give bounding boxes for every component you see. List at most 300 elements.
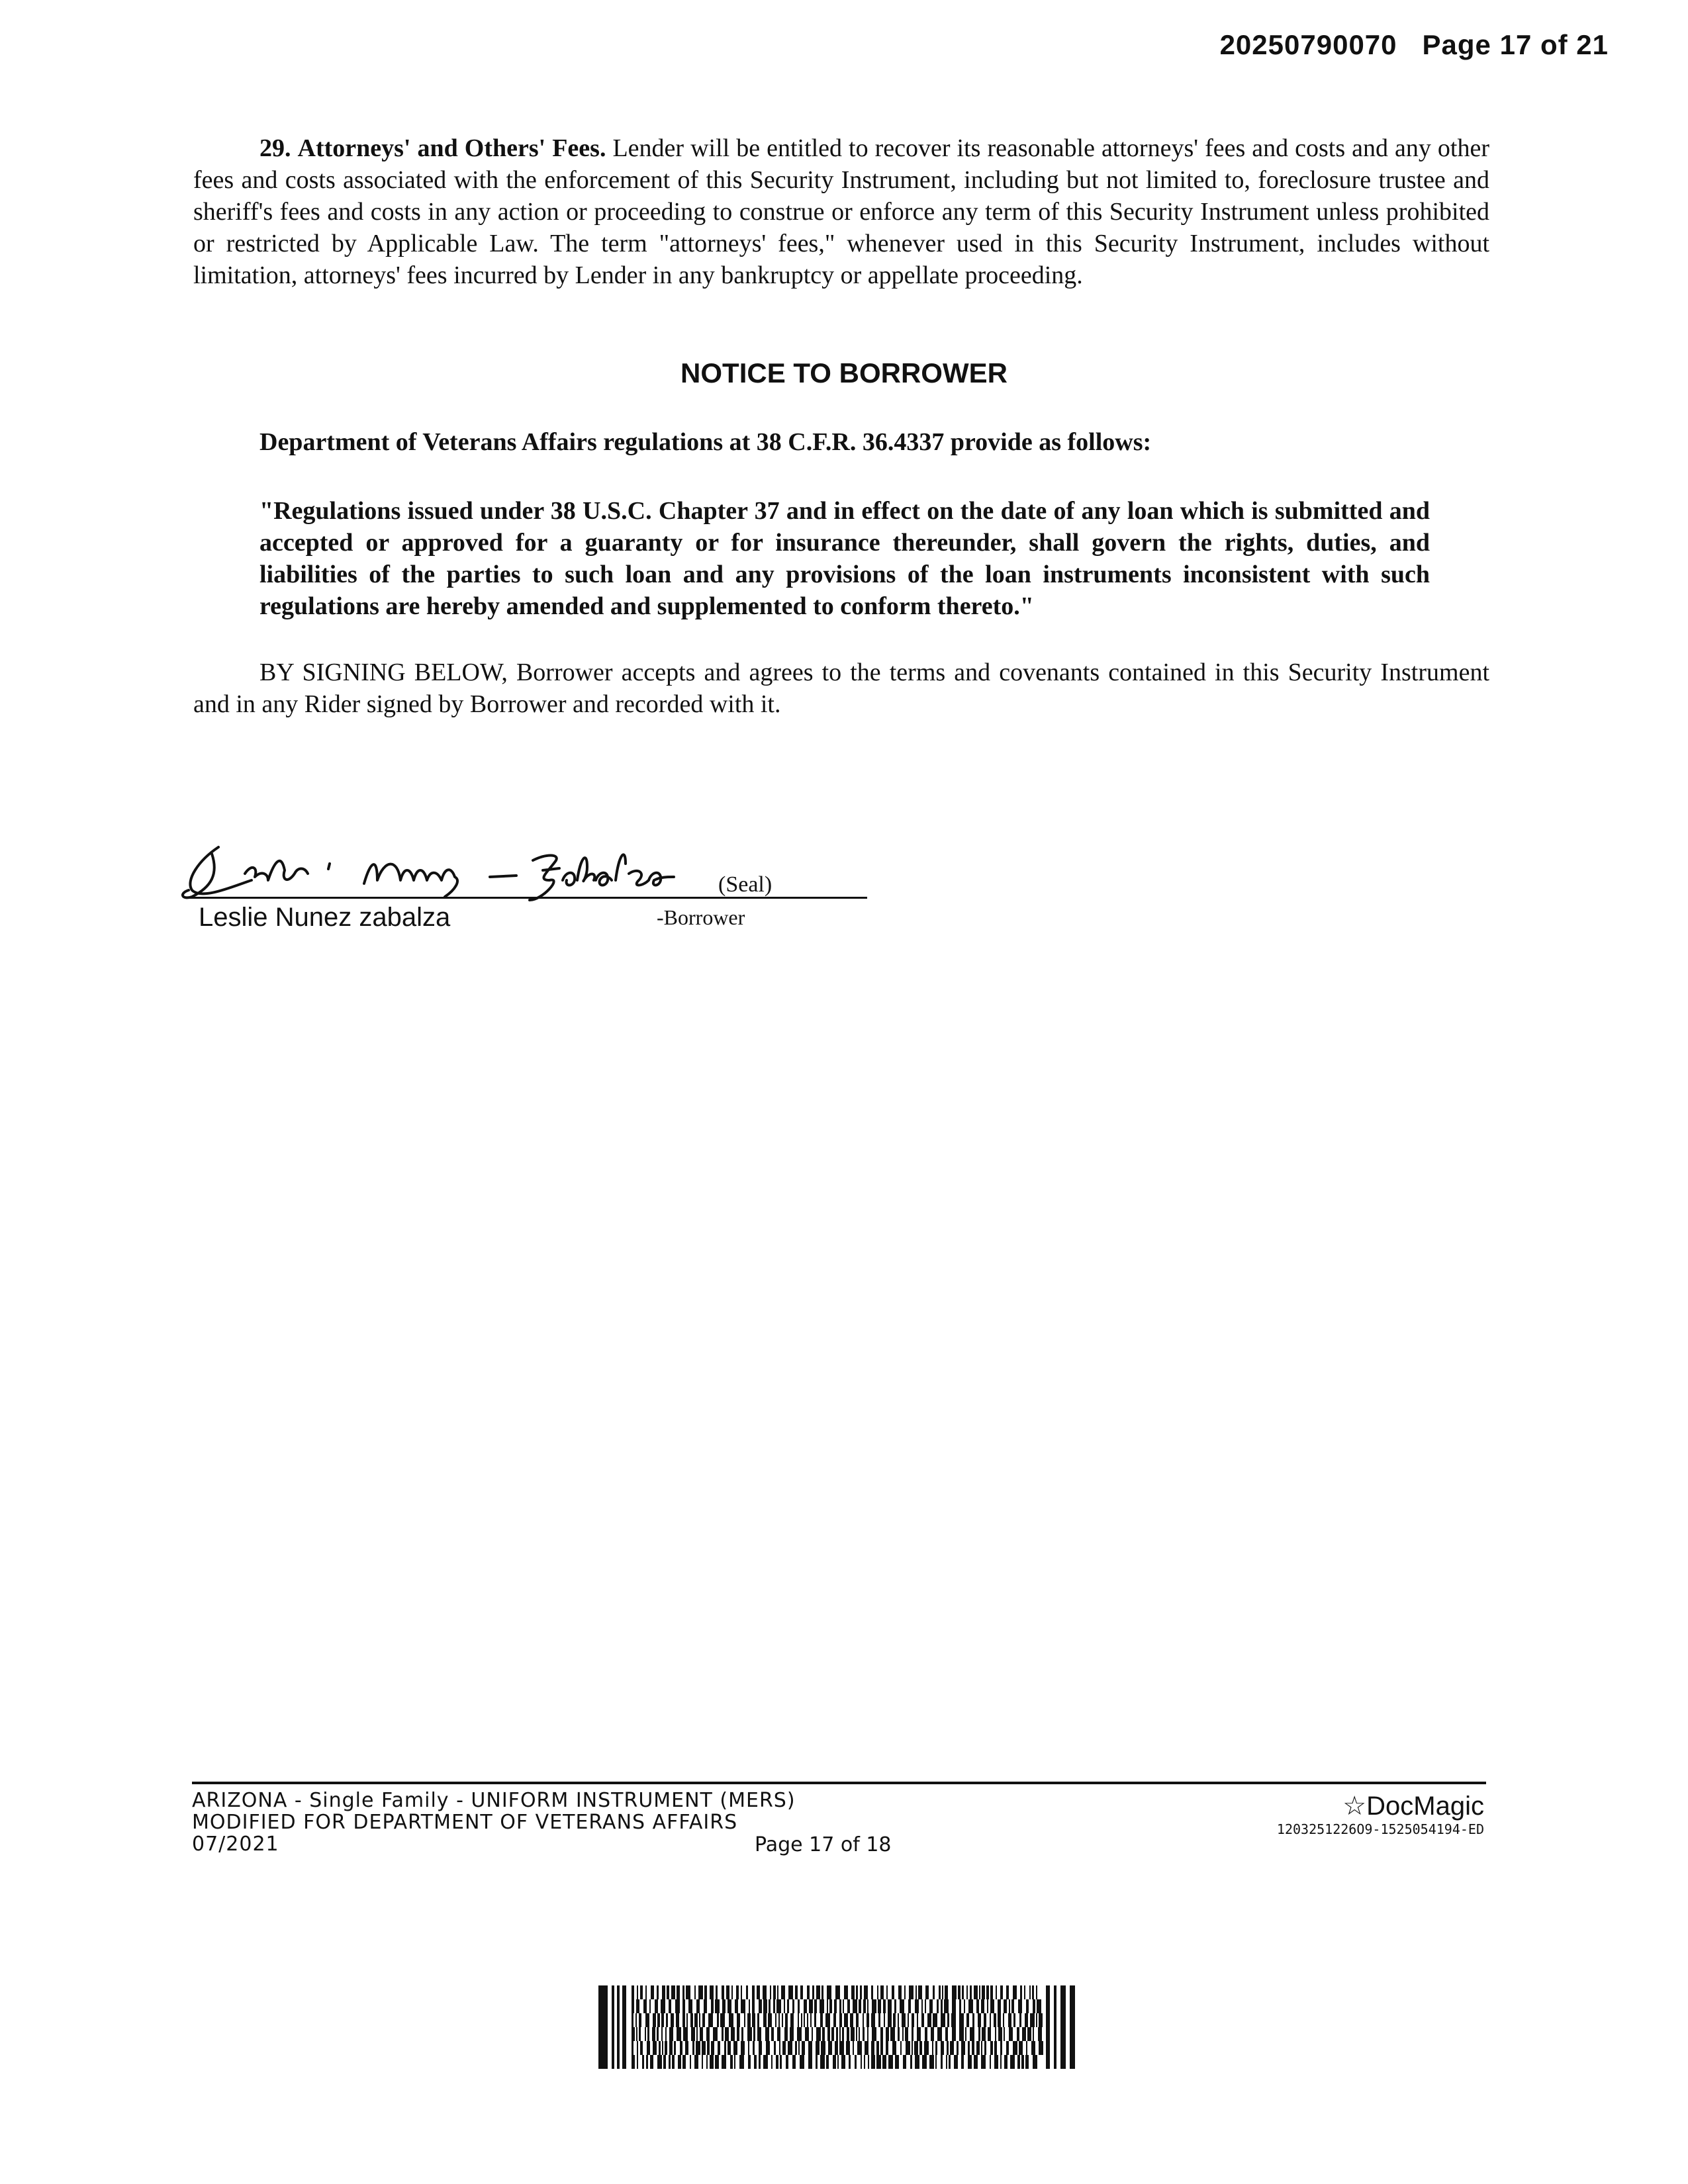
barcode-bar [798,1999,800,2013]
barcode-bar [937,2027,942,2041]
barcode-bar [1026,1999,1029,2013]
barcode-bar [784,1999,785,2013]
barcode-bar [905,2027,908,2041]
barcode-bar [878,1999,881,2013]
barcode-bar [846,2041,850,2055]
barcode-bar [1009,2027,1013,2041]
barcode-bar [886,1985,888,1999]
borrower-role-label: -Borrower [657,905,745,929]
barcode-bar [672,2055,675,2069]
barcode-bar [647,2041,650,2055]
barcode-bar [678,2055,681,2069]
barcode-bar [807,1985,810,1999]
barcode-bar [733,2041,737,2055]
barcode-bar [741,1999,745,2013]
barcode-bar [882,2055,886,2069]
barcode-bar [995,2027,996,2041]
barcode-bar [941,1999,943,2013]
barcode-bar [914,2041,918,2055]
barcode-bar [645,2013,649,2027]
footer-form-modifier: MODIFIED FOR DEPARTMENT OF VETERANS AFFAIRS [192,1811,738,1834]
barcode-bar [685,2041,688,2055]
barcode-bar [798,2013,799,2027]
barcode-bar [792,2055,796,2069]
barcode-bar [724,2041,726,2055]
barcode-bar [1003,2013,1004,2027]
barcode-bar [843,1999,844,2013]
barcode-bar [952,1985,957,1999]
barcode-bar [987,1999,988,2013]
barcode-bar [1004,1999,1007,2013]
barcode-bar [617,1985,620,2069]
barcode-bar [652,2027,655,2041]
barcode-bar [990,2041,993,2055]
barcode-bar [892,1985,894,1999]
barcode-bar [951,2013,956,2027]
barcode-bar [688,1999,692,2013]
barcode-bar [1006,1985,1009,1999]
barcode-bar [827,1985,831,1999]
section-heading: Attorneys' and Others' Fees. [297,134,606,162]
section-text: Lender will be entitled to recover its reasonable attorneys' fees and costs and any other fees and costs associated with the enforcement of this Security Instrument, including but not limited to, foreclosure trustee and sheriff's fees and costs in any action or proceeding to construe or enforce any term of this Security Instrument unless prohibited or restricted by Applicable Law. The term "attorneys' fees," whenever used in this Security Instrument, includes without limitation, attorneys' fees incurred by Lender in any bankruptcy or appellate proceeding. [193,134,1490,289]
barcode-bar [935,2041,937,2055]
barcode-bar [661,2013,664,2027]
barcode-bar [637,2055,638,2069]
barcode-bar [1037,1999,1041,2013]
barcode-bar [735,1999,738,2013]
barcode-bar [917,2013,918,2027]
barcode-bar [872,2027,876,2041]
barcode-bar [802,2041,805,2055]
barcode-bar [737,2027,739,2041]
barcode-bar [902,2027,904,2041]
barcode-bar [639,2027,641,2041]
barcode-bar [1004,2027,1005,2041]
barcode-bar [859,2027,860,2041]
barcode-bar [636,2027,637,2041]
barcode-bar [976,2041,980,2055]
barcode-bar [941,2041,944,2055]
barcode-bar [727,1999,731,2013]
barcode-bar [906,2041,910,2055]
barcode-bar [837,2055,839,2069]
barcode-bar [700,2027,703,2041]
barcode-bar [821,2041,825,2055]
barcode-bar [990,2013,991,2027]
barcode-bar [792,1999,794,2013]
barcode-bar [986,1985,989,1999]
barcode-bar [776,2055,778,2069]
barcode-bar [962,1985,964,1999]
barcode-bar [771,2027,774,2041]
barcode-bar [965,2027,966,2041]
docmagic-brand: ☆DocMagic [1342,1792,1484,1821]
barcode-bar [910,2055,912,2069]
document-code: 1203251226O9-1525054194-ED [1276,1821,1484,1837]
footer-divider [192,1782,1486,1784]
barcode-bar [653,2013,656,2027]
barcode-bar [998,2013,1001,2027]
barcode-bar [867,2013,869,2027]
barcode-bar [864,1985,868,1999]
barcode-bar [990,2055,991,2069]
barcode-bar [816,2041,820,2055]
barcode-bar [1039,2041,1043,2055]
barcode-bar [894,1999,896,2013]
barcode-bar [694,2055,698,2069]
barcode-bar [722,1999,726,2013]
barcode-bar [833,2055,836,2069]
barcode-bar [917,2027,921,2041]
barcode-bar [666,2013,668,2027]
barcode-bar [1000,2055,1002,2069]
barcode-bar [727,2041,731,2055]
barcode-bar [752,1999,755,2013]
barcode-bar [746,1985,748,1999]
barcode-bar [805,2027,809,2041]
barcode-bar [665,2041,667,2055]
barcode-bar [1027,2027,1031,2041]
barcode-bar [829,1999,832,2013]
barcode-bar [649,1999,651,2013]
barcode-bar [748,2055,751,2069]
barcode-bar [696,2041,700,2055]
barcode-bar [661,2027,663,2041]
barcode-bar [663,2055,666,2069]
barcode-bar [990,1999,994,2013]
barcode-bar [749,1999,750,2013]
barcode-bar [622,1985,626,2069]
barcode-bar [921,2013,924,2027]
barcode-bar [696,2027,698,2041]
barcode-bar [781,1985,785,1999]
barcode-bar [1039,2013,1043,2027]
barcode-bar [676,2013,679,2027]
barcode-bar [777,1985,778,1999]
barcode-bar [650,2055,653,2069]
barcode-bar [773,1985,776,1999]
barcode-bar [710,2055,714,2069]
barcode-bar [839,2013,842,2027]
barcode-bar [933,2013,937,2027]
barcode-bar [785,2013,788,2027]
barcode-bar [996,1985,997,1999]
barcode-bar [871,2013,875,2027]
barcode-bar [747,2027,752,2041]
barcode-bar [690,2055,691,2069]
barcode-bar [744,2013,745,2027]
barcode-bar [674,2041,676,2055]
barcode-bar [653,2041,657,2055]
barcode-bar [915,1999,919,2013]
barcode-bar [979,1985,980,1999]
barcode-bar [704,1999,707,2013]
barcode-bar [737,2013,740,2027]
barcode-bar [814,2013,816,2027]
barcode-bar [998,2027,1002,2041]
barcode-bar [863,1999,866,2013]
barcode-bar [677,1985,680,1999]
barcode-bar [759,1999,762,2013]
barcode-bar [1000,2041,1002,2055]
barcode-bar [922,2055,927,2069]
barcode-bar [800,1985,803,1999]
barcode-bar [702,2055,703,2069]
barcode-bar [835,1985,840,1999]
barcode-bar [925,1999,926,2013]
barcode-bar [632,2013,633,2027]
barcode-bar [883,1999,886,2013]
barcode-bar [686,1985,690,1999]
section-29-paragraph [193,132,1489,291]
barcode-bar [704,1985,707,1999]
barcode-bar [831,2027,834,2041]
barcode-bar [903,2055,906,2069]
barcode-bar [1030,2013,1035,2027]
barcode-bar [645,1985,647,1999]
barcode-bar [871,1985,873,1999]
barcode-bar [741,2041,745,2055]
barcode-bar [1020,1985,1022,1999]
barcode-bar [851,2027,855,2041]
barcode-bar [795,1985,798,1999]
barcode-bar [1000,1985,1003,1999]
barcode-bar [774,2041,776,2055]
barcode-bar [929,2055,934,2069]
barcode-bar [931,2027,934,2041]
barcode-bar [877,1985,878,1999]
barcode-bar [994,2041,997,2055]
barcode-bar [856,2027,857,2041]
barcode-bar [736,1985,739,1999]
barcode-bar [798,2041,800,2055]
barcode-bar [816,2055,818,2069]
barcode-bar [739,2055,744,2069]
barcode-bar [966,1985,968,1999]
barcode-bar [968,2055,972,2069]
barcode-bar [978,2027,980,2041]
barcode-bar [844,2013,848,2027]
barcode-bar [722,2055,726,2069]
barcode-bar [937,1999,939,2013]
barcode-bar [731,2027,735,2041]
barcode-bar [827,2027,830,2041]
barcode-bar [657,2013,660,2027]
barcode-bar [850,2013,853,2027]
barcode-bar [741,1985,742,1999]
barcode-bar [939,1985,941,1999]
barcode-bar [711,1999,714,2013]
document-barcode [598,1985,1075,2069]
barcode-bar [655,1999,658,2013]
barcode-bar [718,2041,720,2055]
barcode-bar [1017,2027,1019,2041]
barcode-bar [706,2055,708,2069]
barcode-bar [790,2027,794,2041]
barcode-bar [892,2041,896,2055]
barcode-bar [981,2041,982,2055]
barcode-bar [835,2041,838,2055]
barcode-bar [886,2027,889,2041]
barcode-bar [632,1985,634,1999]
barcode-bar [807,2013,808,2027]
barcode-bar [972,2013,974,2027]
barcode-bar [900,2041,902,2055]
barcode-bar [812,1985,814,1999]
barcode-bar [682,1985,684,1999]
barcode-bar [872,1999,876,2013]
recording-number: 20250790070 [1219,29,1397,60]
barcode-bar [730,2055,733,2069]
barcode-bar [646,2055,648,2069]
barcode-bar [876,2055,881,2069]
barcode-bar [809,1999,813,2013]
barcode-bar [669,2055,671,2069]
barcode-bar [970,2027,974,2041]
barcode-bar [839,2027,841,2041]
barcode-bar [952,1999,956,2013]
barcode-bar [925,2027,927,2041]
barcode-bar [908,2013,909,2027]
barcode-bar [810,2013,812,2027]
barcode-bar [716,1985,718,1999]
barcode-bar [984,2041,986,2055]
barcode-bar [766,2041,770,2055]
barcode-bar [710,1985,714,1999]
barcode-bar [988,2027,991,2041]
barcode-bar [888,2055,893,2069]
barcode-bar [1013,1985,1017,1999]
barcode-bar [699,2013,700,2027]
barcode-bar [921,1999,923,2013]
barcode-bar [782,2041,786,2055]
barcode-bar [976,1999,979,2013]
barcode-bar [661,1999,665,2013]
barcode-bar [754,2055,757,2069]
barcode-bar [871,2041,874,2055]
barcode-bar [947,2041,949,2055]
barcode-bar [984,2013,986,2027]
barcode-bar [944,1999,949,2013]
barcode-bar [1013,2013,1015,2027]
barcode-bar [694,1985,696,1999]
barcode-bar [669,1999,671,2013]
barcode-bar [787,1999,789,2013]
barcode-bar [752,2013,755,2027]
signing-lead: BY SIGNING BELOW, [259,659,508,686]
barcode-bar [1026,2041,1027,2055]
barcode-bar [886,2041,888,2055]
barcode-bar [812,2027,813,2041]
barcode-bar [711,2041,714,2055]
barcode-bar [946,2055,947,2069]
barcode-bar [722,2027,724,2041]
barcode-bar [935,2055,937,2069]
barcode-bar [952,2027,956,2041]
barcode-bar [683,2027,688,2041]
barcode-bar [864,2055,865,2069]
barcode-bar [853,2041,854,2055]
barcode-bar [759,2055,761,2069]
barcode-bar [763,2055,768,2069]
barcode-bar [692,2041,694,2055]
barcode-bar [659,2041,661,2055]
barcode-bar [690,2013,693,2027]
barcode-bar [842,2027,844,2041]
barcode-bar [1054,1985,1056,2069]
barcode-bar [959,2027,964,2041]
barcode-bar [778,2013,780,2027]
barcode-bar [770,1985,771,1999]
barcode-bar [844,1985,848,1999]
barcode-bar [1046,1985,1050,2069]
barcode-bar [927,2013,931,2027]
barcode-bar [898,2013,899,2027]
barcode-bar [880,2027,883,2041]
barcode-bar [686,2013,688,2027]
barcode-bar [820,2013,823,2027]
barcode-bar [769,1999,771,2013]
notice-title: NOTICE TO BORROWER [680,357,1008,388]
barcode-bar [777,2027,780,2041]
barcode-bar [763,2013,767,2027]
barcode-bar [797,2027,802,2041]
barcode-bar [847,1999,850,2013]
barcode-bar [632,2055,635,2069]
barcode-bar [961,2055,964,2069]
barcode-bar [959,1999,961,2013]
barcode-bar [757,1985,760,1999]
barcode-bar [908,1999,911,2013]
barcode-bar [841,2055,845,2069]
barcode-bar [784,2027,788,2041]
barcode-bar [816,2027,821,2041]
barcode-bar [753,2041,755,2055]
barcode-bar [612,1985,614,2069]
barcode-bar [970,1985,972,1999]
barcode-bar [696,1999,700,2013]
barcode-bar [734,2055,735,2069]
barcode-bar [662,2041,663,2055]
signing-paragraph [193,657,1489,720]
barcode-bar [1021,2055,1024,2069]
barcode-bar [639,2013,641,2027]
barcode-bar [867,2027,868,2041]
barcode-bar [1033,2055,1037,2069]
barcode-bar [839,1999,841,2013]
barcode-bar [861,2055,862,2069]
barcode-bar [945,2027,948,2041]
barcode-bar [671,2013,674,2027]
barcode-bar [849,2055,851,2069]
barcode-bar [671,1985,675,1999]
barcode-bar [929,1999,933,2013]
barcode-bar [731,1985,733,1999]
barcode-bar [647,2027,649,2041]
barcode-bar [1008,2013,1011,2027]
barcode-bar [1025,2055,1029,2069]
barcode-bar [941,2013,945,2027]
barcode-bar [867,1999,868,2013]
barcode-bar [898,2027,900,2041]
barcode-bar [801,2013,802,2027]
barcode-bar [933,1985,935,1999]
barcode-bar [773,1999,775,2013]
barcode-bar [863,2027,865,2041]
barcode-bar [876,2041,879,2055]
barcode-bar [958,1985,961,1999]
barcode-bar [1017,2055,1020,2069]
